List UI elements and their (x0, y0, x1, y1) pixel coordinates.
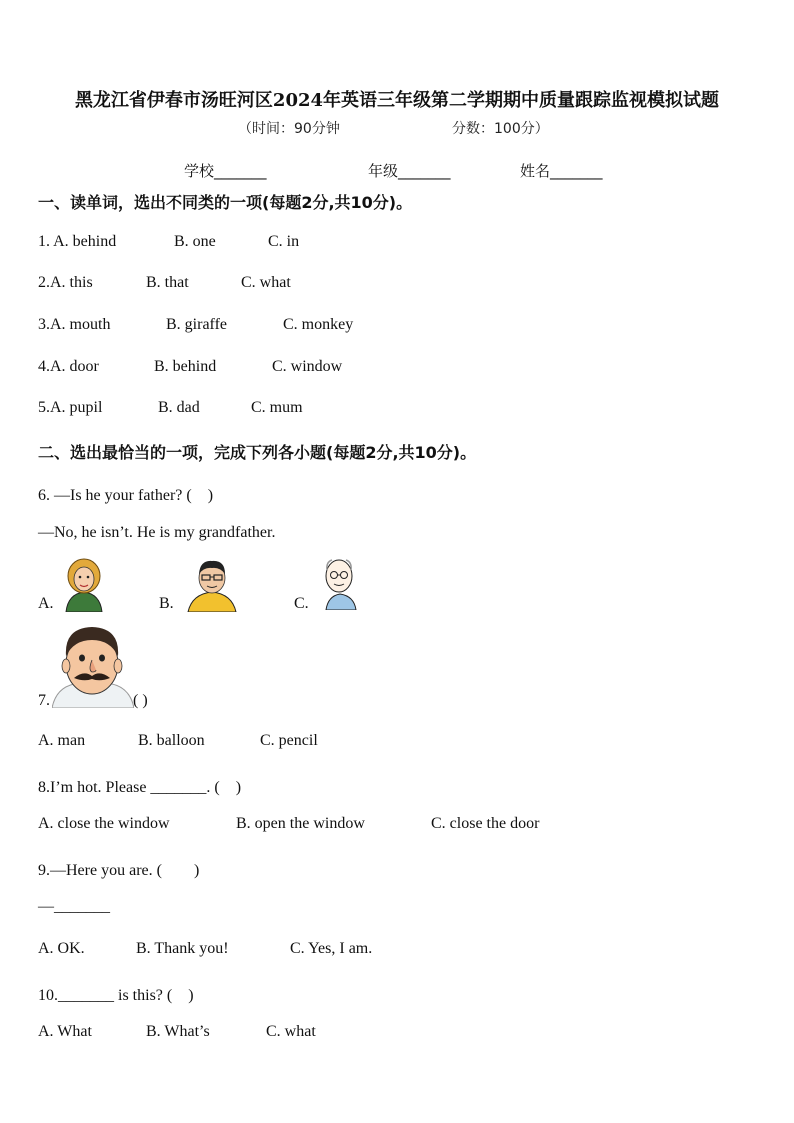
q1-option-b: B. one (174, 233, 216, 250)
q7-answer-paren: ( ) (133, 692, 148, 709)
q6-option-b: B. (159, 595, 174, 612)
page-title: 黑龙江省伊春市汤旺河区2024年英语三年级第二学期期中质量跟踪监视模拟试题 (74, 90, 720, 111)
q1-option-a: 1. A. behind (38, 233, 117, 250)
q2-option-a: 2.A. this (38, 274, 93, 291)
q3-option-c: C. monkey (283, 316, 354, 333)
q7-number: 7. (38, 692, 50, 709)
q10-option-b: B. What’s (146, 1023, 210, 1040)
q9-reply: —_______ (38, 898, 110, 915)
q9-stem: 9.—Here you are. ( ) (38, 862, 200, 879)
q8-option-a: A. close the window (38, 815, 170, 832)
q5-option-b: B. dad (158, 399, 200, 416)
grandfather-face-icon (318, 554, 360, 610)
q2-option-b: B. that (146, 274, 189, 291)
exam-time: （时间：90分钟 (238, 121, 340, 137)
man-mustache-icon (52, 622, 134, 708)
q9-option-a: A. OK. (38, 940, 85, 957)
q6-option-c: C. (294, 595, 309, 612)
name-field: 姓名_______ (520, 162, 603, 180)
q7-option-a: A. man (38, 732, 86, 749)
q9-option-c: C. Yes, I am. (290, 940, 373, 957)
q10-stem: 10._______ is this? ( ) (38, 987, 194, 1004)
q8-stem: 8.I’m hot. Please _______. ( ) (38, 779, 242, 796)
grade-field: 年级_______ (368, 162, 451, 180)
q5-option-c: C. mum (251, 399, 303, 416)
q10-option-c: C. what (266, 1023, 316, 1040)
q3-option-a: 3.A. mouth (38, 316, 111, 333)
school-field: 学校_______ (184, 162, 267, 180)
q2-option-c: C. what (241, 274, 291, 291)
q8-option-c: C. close the door (431, 815, 540, 832)
q10-option-a: A. What (38, 1023, 92, 1040)
q3-option-b: B. giraffe (166, 316, 228, 333)
q9-option-b: B. Thank you! (136, 940, 229, 957)
q6-stem: 6. —Is he your father? ( ) (38, 487, 214, 504)
q7-option-c: C. pencil (260, 732, 318, 749)
q6-reply: —No, he isn’t. He is my grandfather. (38, 524, 276, 541)
woman-face-icon (62, 556, 106, 612)
q1-option-c: C. in (268, 233, 300, 250)
q5-option-a: 5.A. pupil (38, 399, 103, 416)
q4-option-c: C. window (272, 358, 343, 375)
section1-heading: 一、读单词，选出不同类的一项(每题2分,共10分)。 (38, 193, 413, 212)
q8-option-b: B. open the window (236, 815, 365, 832)
q6-option-a: A. (38, 595, 54, 612)
section2-heading: 二、选出最恰当的一项，完成下列各小题(每题2分,共10分)。 (38, 443, 477, 462)
man-glasses-icon (186, 556, 238, 612)
exam-score: 分数：100分） (452, 121, 549, 137)
q7-option-b: B. balloon (138, 732, 205, 749)
q4-option-b: B. behind (154, 358, 217, 375)
q4-option-a: 4.A. door (38, 358, 99, 375)
